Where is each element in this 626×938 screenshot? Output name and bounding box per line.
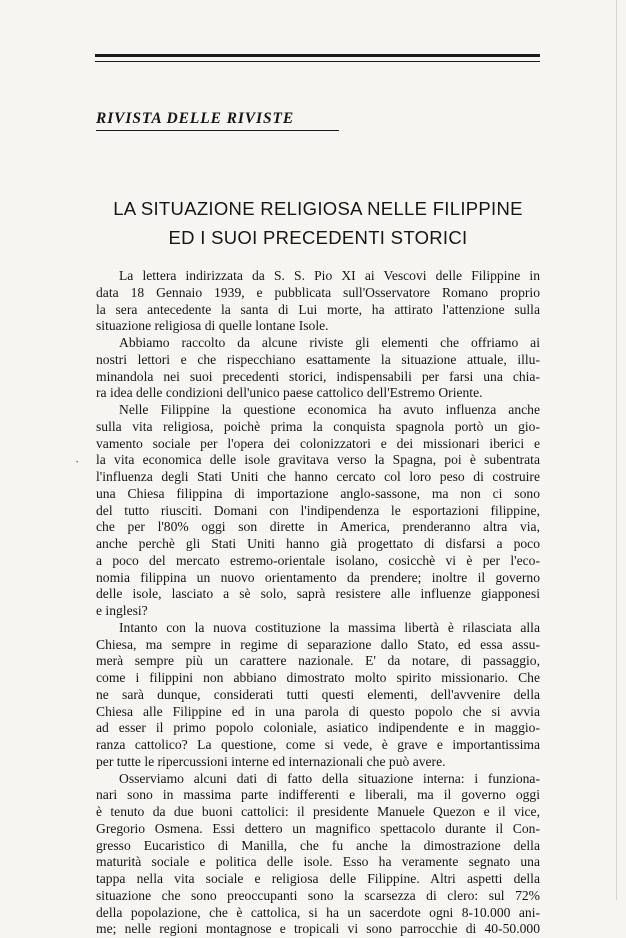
text-line: per tutte le ripercussioni interne ed internazionali che può avere.	[96, 753, 446, 769]
text-line: una Chiesa filippina di importazione anglo-sassone, ma non ci sono	[96, 485, 540, 501]
page-edge-shadow	[616, 0, 617, 900]
text-line: merà sempre più un carattere nazionale. E' da notare, di passaggio,	[96, 653, 540, 669]
text-line: gresso Eucaristico di Manilla, che fu anche la dimostrazione della	[96, 837, 540, 853]
text-line: del tutto riusciti. Domani con l'indipendenza le esportazioni filippine,	[96, 502, 540, 518]
text-line: minandola nei suoi precedenti storici, indispensabili per farsi una chia-	[96, 368, 540, 384]
text-line: nostri lettori e che rispecchiano esattamente la situazione attuale, illu-	[96, 351, 540, 367]
text-line: sulla vita religiosa, poichè prima la conquista spagnola portò un gio-	[96, 418, 540, 434]
text-line: l'influenza degli Stati Uniti che hanno cercato col loro peso di costruire	[96, 469, 540, 484]
text-line: ne sarà dunque, considerati tutti questi elementi, dell'avvenire della	[96, 686, 540, 702]
text-line: che per l'80% oggi son dirette in America, prenderanno altra via,	[96, 519, 540, 535]
text-line: Osserviamo alcuni dati di fatto della situazione interna: i funziona-	[119, 770, 540, 786]
text-line: nomia filippina un nuovo orientamento da prendere; inoltre il governo	[96, 569, 540, 585]
text-line: situazione religiosa di quelle lontane Isole.	[96, 318, 329, 334]
text-line: delle isole, lasciato a sè solo, saprà resistere alle influenze giapponesi	[96, 586, 540, 602]
text-line: anche perchè gli Stati Uniti hanno già progettato di disfarsi a poco	[96, 536, 540, 551]
text-line: data 18 Gennaio 1939, e pubblicata sull'Osservatore Romano proprio	[96, 284, 540, 300]
article-title-line-1: LA SITUAZIONE RELIGIOSA NELLE FILIPPINE	[113, 198, 523, 219]
text-line: ad esser il primo popolo coloniale, asiatico indipendente e in maggio-	[96, 720, 540, 736]
text-line: la vita economica delle isole gravitava verso la Spagna, poi è subentrata	[96, 452, 540, 468]
text-line: nari sono in massima parte indifferenti e liberali, ma il governo oggi	[96, 787, 540, 803]
article-title-line-2: ED I SUOI PRECEDENTI STORICI	[168, 227, 468, 248]
text-line: La lettera indirizzata da S. S. Pio XI ai Vescovi delle Filippine in	[119, 268, 540, 283]
text-line: vamento sociale per l'opera dei colonizzatori e dei missionari iberici e	[96, 435, 540, 451]
header-rule-thick	[95, 54, 540, 57]
text-line: Chiesa alle Filippine ed in una parola di questo popolo che si avvia	[96, 703, 540, 719]
text-line: e inglesi?	[96, 603, 148, 618]
text-line: maturità sociale e politica delle isole. Esso ha veramente segnato una	[96, 854, 540, 870]
text-line: Intanto con la nuova costituzione la massima libertà è rilasciata alla	[119, 619, 540, 635]
text-line: me; nelle regioni montagnose e tropicali vi sono parrocchie di 40-50.000	[96, 921, 540, 937]
text-line: la sera antecedente la santa di Lui morte, ha attirato l'attenzione sulla	[96, 301, 540, 317]
text-line: della popolazione, che è cattolica, si ha un sacerdote ogni 8-10.000 ani-	[96, 904, 540, 920]
margin-mark: ·	[75, 454, 80, 469]
text-line: Gregorio Osmena. Essi dettero un magnifico spettacolo durante il Con-	[96, 820, 540, 836]
header-rule-thin	[95, 61, 540, 62]
text-line: Nelle Filippine la questione economica ha avuto influenza anche	[119, 402, 540, 417]
text-line: Abbiamo raccolto da alcune riviste gli elementi che offriamo ai	[119, 335, 540, 350]
text-line: a poco del mercato estremo-orientale isolano, cosicchè vi è per l'eco-	[96, 552, 540, 568]
text-line: situazione che sono preoccupanti sono la scarsezza di clero: sul 72%	[96, 887, 540, 903]
text-line: ranza cattolico? La questione, come si vede, è grave e importantissima	[96, 737, 540, 752]
section-title-underline	[96, 130, 339, 131]
text-line: tappa nella vita sociale e religiosa delle Filippine. Altri aspetti della	[96, 871, 540, 886]
text-line: Chiesa, ma sempre in regime di separazione dallo Stato, ed essa assu-	[96, 636, 540, 652]
article-body	[96, 268, 540, 938]
text-line: è tenuto da due buoni cattolici: il presidente Manuele Quezon e il vice,	[96, 804, 540, 819]
section-title: RIVISTA DELLE RIVISTE	[96, 110, 295, 127]
text-line: ra idea delle condizioni dell'unico paese cattolico dell'Estremo Oriente.	[96, 385, 483, 401]
text-line: come i filippini non abbiano dimostrato molto spirito missionario. Che	[96, 670, 540, 685]
